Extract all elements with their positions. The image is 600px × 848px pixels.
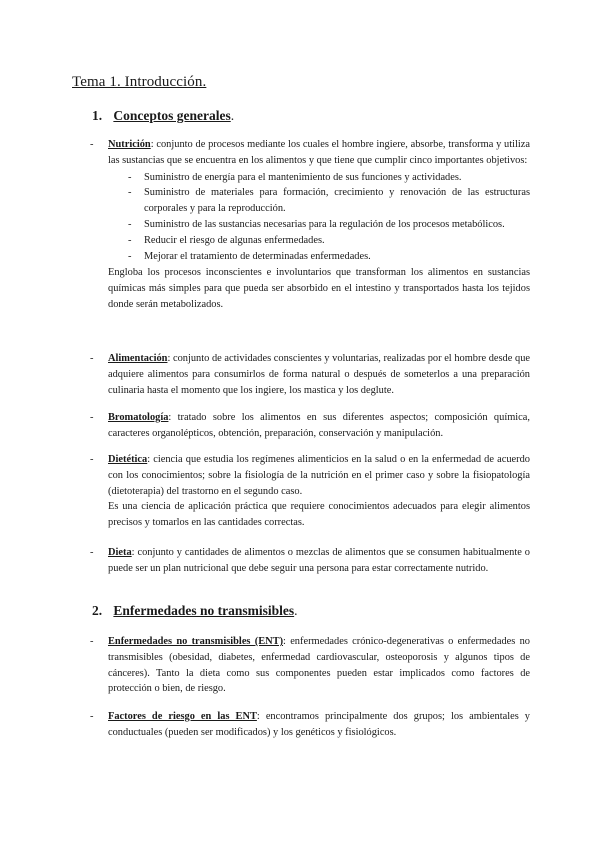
- definition-extra: Engloba los procesos inconscientes e involuntarios que transforman los alimentos en sustancias químicas más simples para que pueda ser absorbido en el intestino y transportados hasta los tejidos donde serán metabolizados.: [108, 267, 530, 310]
- bullet-dash: -: [90, 412, 94, 423]
- bullet-dash: -: [90, 353, 94, 364]
- definition-dietetica: [90, 452, 530, 531]
- objectives-list: [108, 170, 530, 265]
- definition-text: : tratado sobre los alimentos en sus diferentes aspectos; composición química, caracteres organolépticos, obtención, preparación, conservación y manipulación.: [108, 412, 530, 439]
- term-alimentacion: Alimentación: [108, 353, 168, 364]
- section-title: Conceptos generales: [113, 108, 231, 123]
- section-number: 2.: [92, 603, 103, 618]
- list-item: - Mejorar el tratamiento de determinadas enfermedades.: [128, 250, 371, 262]
- definition-extra: Es una ciencia de aplicación práctica que requiere conocimientos adecuados para elegir alimentos precisos y tomarlos en las cantidades correctas.: [108, 501, 530, 529]
- bullet-dash: -: [90, 547, 94, 558]
- list-item: - Suministro de materiales para formación, crecimiento y renovación de las estructuras corporales y para la reproducción.: [128, 187, 530, 215]
- list-item: - Suministro de energía para el mantenimiento de sus funciones y actividades.: [128, 171, 462, 183]
- definition-text: : ciencia que estudia los regímenes alimenticios en la salud o en la enfermedad de acuerdo con los conocimientos; sobre la fisiología de la nutrición en el primer caso y sobre la fisiopatología (dietoterapia) del trastorno en el segundo caso.: [108, 454, 530, 497]
- term-ent: Enfermedades no transmisibles (ENT): [108, 636, 284, 647]
- term-dieta: Dieta: [108, 547, 132, 558]
- section-heading-2: [92, 603, 298, 619]
- definition-factores-riesgo: [90, 709, 530, 741]
- definition-text: : enfermedades crónico-degenerativas o enfermedades no transmisibles (obesidad, diabetes, enfermedad cardiovascular, osteoporosis y algunos tipos de cánceres). Tanto la dieta como sus componentes pueden estar implicados como factores de protección o bien, de riesgo.: [108, 636, 530, 695]
- section-suffix: .: [230, 108, 235, 123]
- page-title: Tema 1. Introducción.: [72, 74, 207, 90]
- definition-text: : conjunto y cantidades de alimentos o mezclas de alimentos que se consumen habitualmente o puede ser un plan nutricional que debe seguir una persona para estar correctamente nutrido.: [108, 547, 530, 574]
- definition-bromatologia: [90, 410, 530, 442]
- definition-dieta: [90, 545, 530, 577]
- section-title: Enfermedades no transmisibles: [113, 603, 295, 618]
- section-number: 1.: [92, 108, 103, 123]
- term-dietetica: Dietética: [108, 454, 148, 465]
- bullet-dash: -: [90, 711, 94, 722]
- term-nutricion: Nutrición: [108, 139, 151, 150]
- definition-text: : conjunto de actividades conscientes y voluntarias, realizadas por el hombre desde que adquiere alimentos para consumirlos de forma natural o después de someterlos a una preparación culinaria hasta el momento que los ingiere, los mastica y los deglute.: [108, 353, 530, 396]
- term-factores-riesgo: Factores de riesgo en las ENT: [108, 711, 257, 722]
- bullet-dash: -: [90, 636, 94, 647]
- definition-text: : encontramos principalmente dos grupos; los ambientales y conductuales (pueden ser modificados) y los genéticos y fisiológicos.: [108, 711, 530, 738]
- list-item: - Suministro de las sustancias necesarias para la regulación de los procesos metabólicos.: [128, 218, 505, 230]
- bullet-dash: -: [90, 454, 94, 465]
- term-bromatologia: Bromatología: [108, 412, 169, 423]
- definition-text: : conjunto de procesos mediante los cuales el hombre ingiere, absorbe, transforma y utiliza las sustancias que se encuentra en los alimentos y que tiene que cumplir cinco importantes objetivos:: [108, 139, 530, 166]
- bullet-dash: -: [90, 139, 94, 150]
- definition-ent: [90, 634, 530, 697]
- section-heading-1: [92, 108, 234, 124]
- list-item: - Reducir el riesgo de algunas enfermedades.: [128, 234, 325, 246]
- definition-nutricion: [90, 137, 530, 313]
- definition-alimentacion: [90, 351, 530, 398]
- section-suffix: .: [294, 603, 298, 618]
